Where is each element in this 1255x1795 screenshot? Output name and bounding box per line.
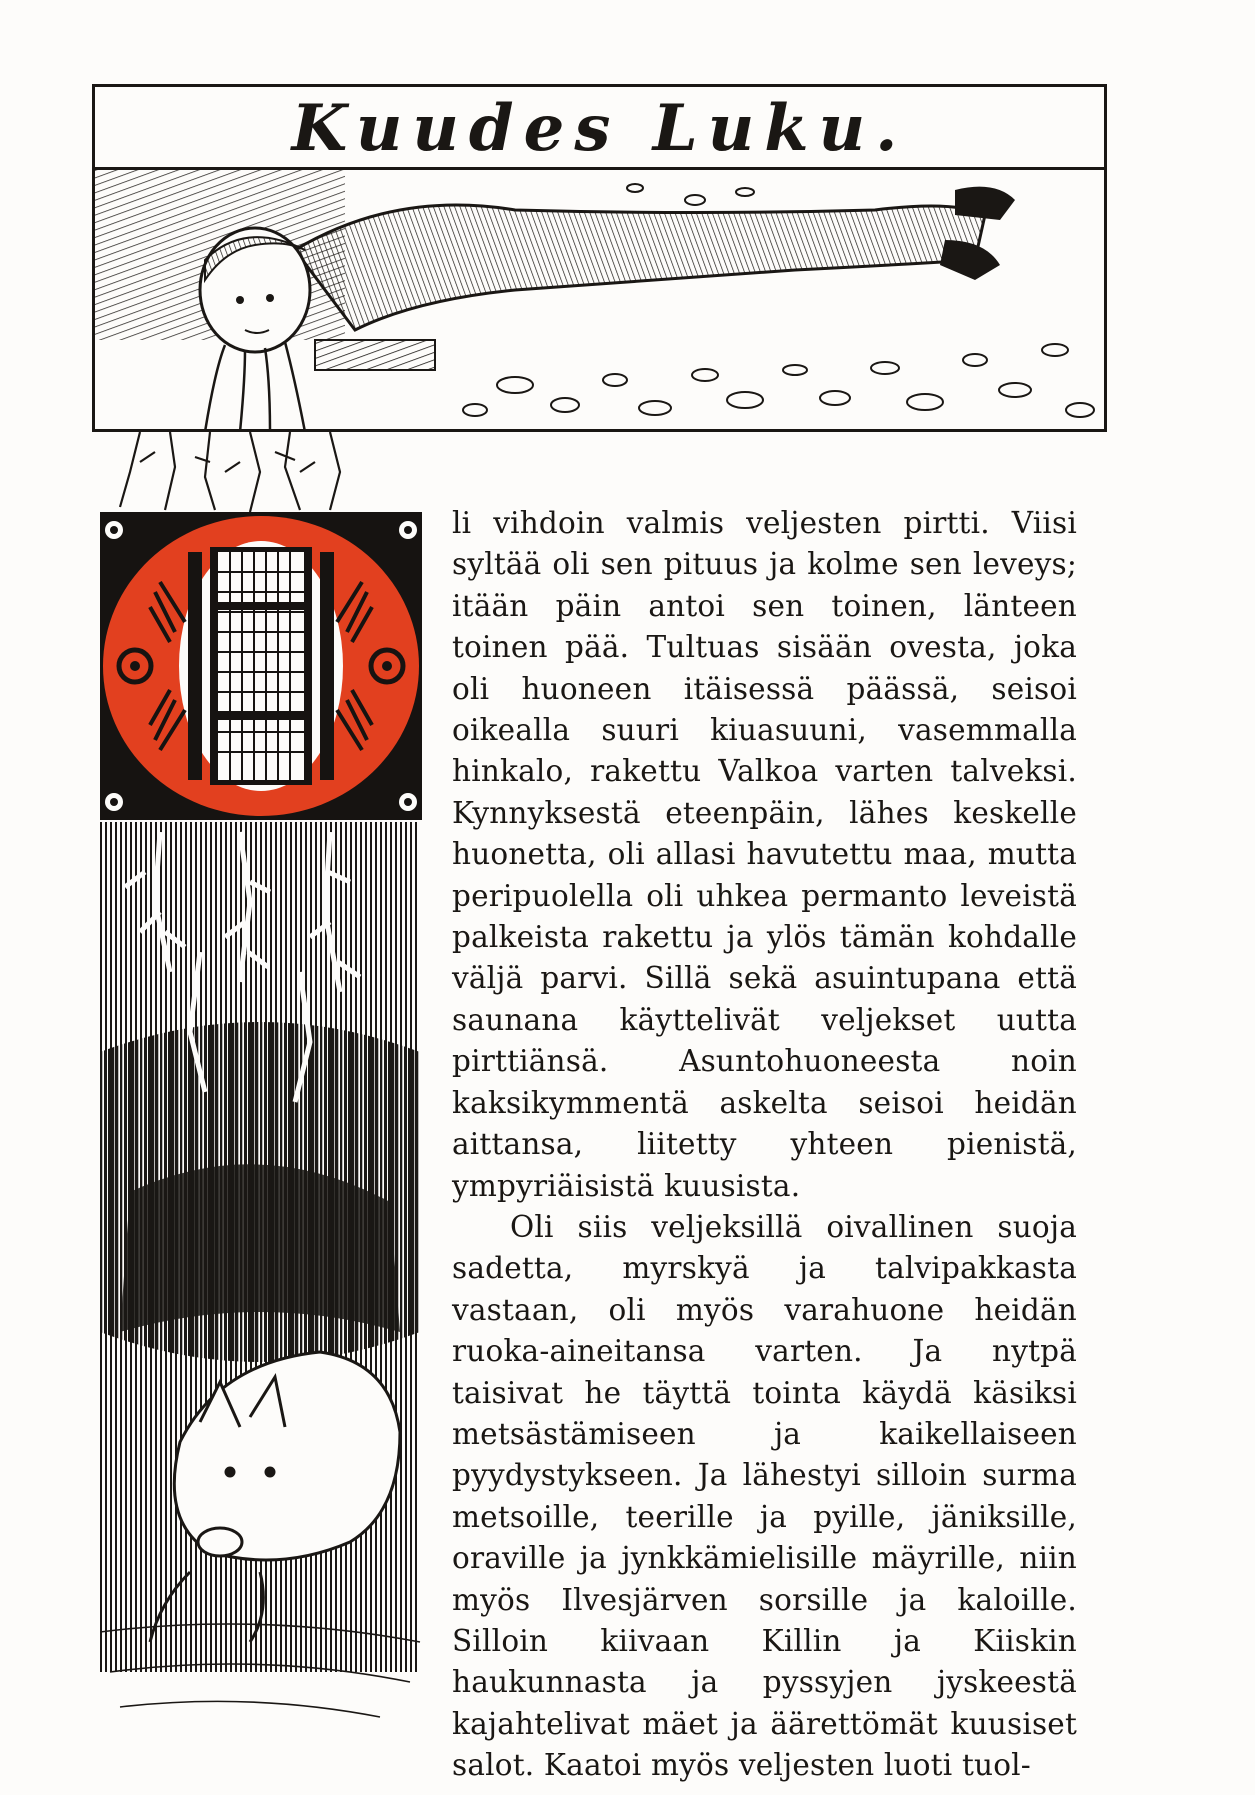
boy-lying-illustration-icon — [95, 170, 1107, 432]
drop-cap-o-icon — [100, 512, 422, 820]
body-text — [452, 503, 1077, 1787]
chapter-title: Kuudes Luku. — [291, 91, 908, 166]
drop-cap-initial — [100, 512, 422, 820]
body-paragraph-1: li vihdoin valmis veljesten pirtti. Viisi syltää oli sen pituus ja kolme sen leveys; itään päin antoi sen toinen, länteen toinen pää. Tultuas sisään ovesta, joka oli huoneen itäisessä päässä, seisoi oikealla suuri kiuasuuni, vasemmalla hinkalo, rakettu Valkoa varten talveksi. Kynnyksestä eteenpäin, lähes keskelle huonetta, oli allasi havutettu maa, mutta peripuolella oli uhkea permanto leveistä palkeista rakettu ja ylös tämän kohdalle väljä parvi. Sillä sekä asuintupana että saunana käyttelivät veljekset uutta pirttiänsä. Asuntohuoneesta noin kaksikymmentä askelta seisoi heidän aittansa, liitetty yhteen pienistä, ympyriäisistä kuusista. — [452, 506, 1077, 1203]
chapter-title-frame — [92, 84, 1107, 170]
body-paragraph-2: Oli siis veljeksillä oivallinen suoja sadetta, myrskyä ja talvipakkasta vastaan, oli myös varahuone heidän ruoka-aineitansa varten. Ja nytpä taisivat he täyttä tointa käydä käsiksi metsästämiseen ja kaikellaiseen pyydystykseen. Ja lähestyi silloin surma metsoille, teerille ja pyille, jäniksille, oraville ja jynkkämielisille mäyrille, niin myös Ilvesjärven sorsille ja kaloille. Silloin kiivaan Killin ja Kiiskin haukunnasta ja pyssyjen jyskeestä kajahtelivat mäet ja äärettömät kuusiset salot. Kaatoi myös veljesten luoti tuol- — [452, 1209, 1077, 1783]
top-illustration — [92, 170, 1107, 432]
